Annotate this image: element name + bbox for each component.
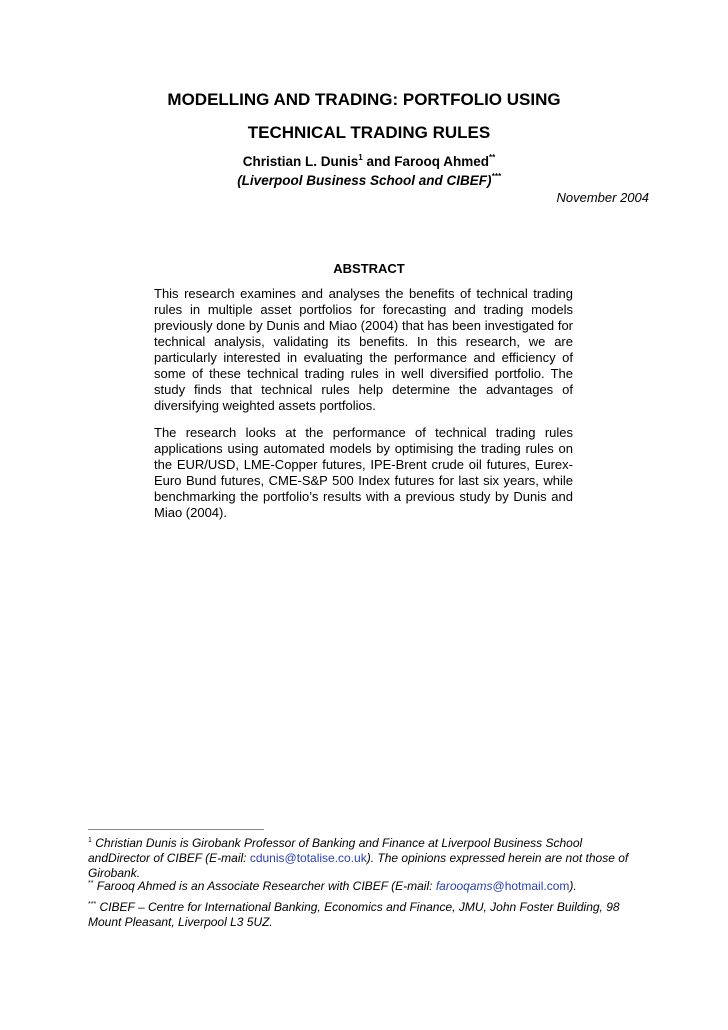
footnote-1-text-after: ). The opinions expressed herein are not those of Girobank. — [88, 851, 629, 880]
footnote-3 — [88, 900, 644, 930]
footnote-3-text: CIBEF – Centre for International Banking, Economics and Finance, JMU, John Foster Building, 98 Mount Pleasant, Liverpool L3 5UZ. — [88, 900, 620, 929]
footnote-1-text-before: Christian Dunis is Girobank Professor of Banking and Finance at Liverpool Business School andDirector of CIBEF (E-mail: — [88, 836, 583, 865]
authors-connector: and — [362, 154, 395, 169]
author-1: Christian L. Dunis — [242, 154, 359, 169]
abstract-heading: ABSTRACT — [333, 261, 405, 276]
footnote-1-email-link[interactable]: cdunis@totalise.co.uk — [249, 851, 367, 865]
footnote-1 — [88, 836, 644, 881]
footnote-2-email-user: farooqams — [435, 879, 493, 893]
authors-line — [0, 154, 728, 169]
footnote-2 — [88, 879, 644, 894]
affiliation-line — [0, 173, 728, 188]
author-2-footnote-mark: ** — [489, 153, 496, 162]
abstract-paragraph-1: This research examines and analyses the benefits of technical trading rules in multiple asset portfolios for forecasting and trading models previously done by Dunis and Miao (2004) that has been investigated for technical analysis, validating its benefits. In this research, we are particularly interested in evaluating the performance and efficiency of some of these technical trading rules in well diversified portfolio. The study finds that technical rules help determine the advantages of diversifying weighted assets portfolios. — [154, 286, 573, 413]
author-1-footnote-mark: 1 — [358, 153, 363, 162]
footnote-2-text-before: Farooq Ahmed is an Associate Researcher with CIBEF (E-mail: — [93, 879, 436, 893]
affiliation-footnote-mark: *** — [491, 172, 501, 181]
title-line-1: MODELLING AND TRADING: PORTFOLIO USING — [167, 90, 561, 109]
footnote-2-text-after: ). — [569, 879, 577, 893]
footnote-2-email-link[interactable] — [436, 879, 570, 893]
footnote-2-mark: ** — [88, 880, 94, 887]
footnote-3-mark: *** — [88, 901, 97, 908]
publication-date: November 2004 — [556, 190, 649, 205]
affiliation: (Liverpool Business School and CIBEF) — [237, 173, 492, 188]
author-2: Farooq Ahmed — [394, 154, 489, 169]
footnote-separator — [88, 829, 264, 830]
footnote-2-email-domain: @hotmail.com — [492, 879, 570, 893]
footnote-1-mark: 1 — [88, 837, 92, 844]
title-line-2: TECHNICAL TRADING RULES — [247, 123, 491, 142]
abstract-paragraph-2: The research looks at the performance of technical trading rules applications using automated models by optimising the trading rules on the EUR/USD, LME-Copper futures, IPE-Brent crude oil futures, Eurex-Euro Bund futures, CME-S&P 500 Index futures for last six years, while benchmarking the portfolio’s results with a previous study by Dunis and Miao (2004). — [154, 425, 573, 520]
